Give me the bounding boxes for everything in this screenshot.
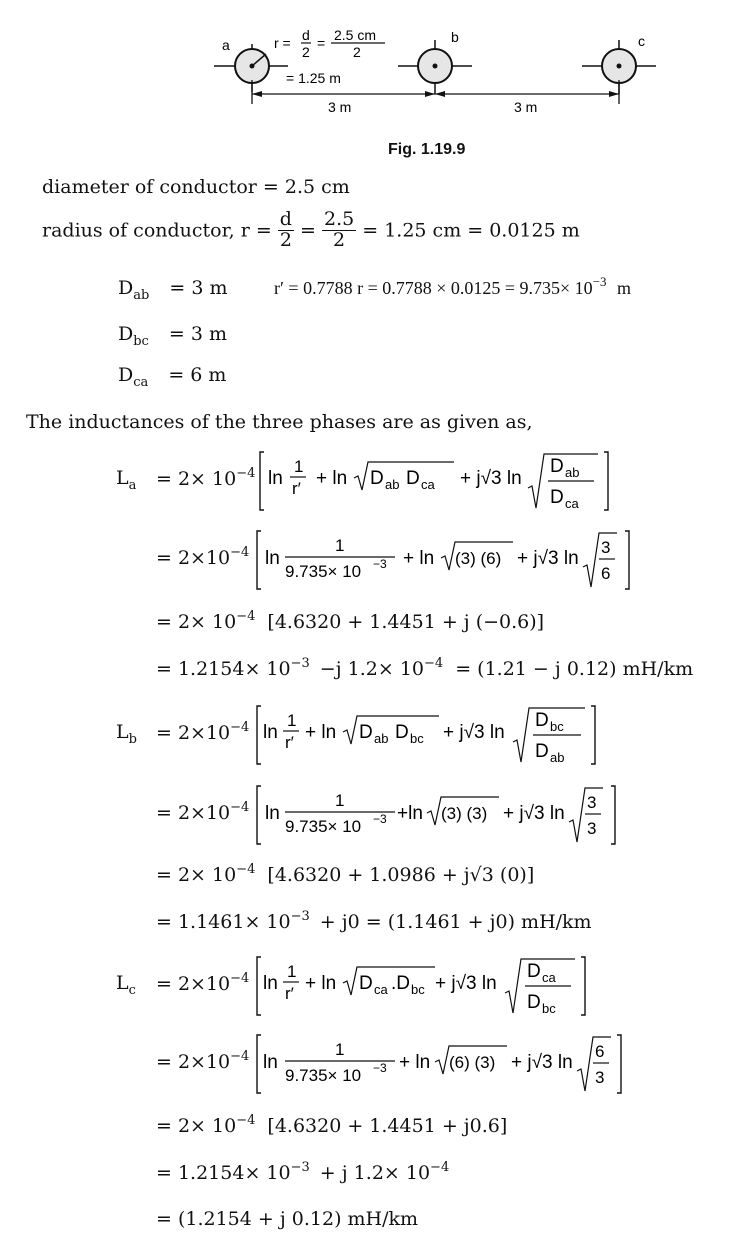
la-line2: = $2\times 10^{-4}$ [156, 545, 250, 569]
svg-text:D: D [535, 710, 549, 731]
lb-label: $L_b$ [116, 721, 137, 747]
svg-text:−3: −3 [373, 812, 387, 826]
svg-text:D: D [359, 722, 373, 743]
lb-line4: = $1.1461\times 10^{-3} + j0 = (1.1461 + j0)$ mH/km [156, 909, 592, 933]
lb-line3: = $2\times 10^{-4}$ [4.6320 + 1.0986 + j√3 (0)] [156, 862, 535, 886]
svg-text:D: D [527, 992, 541, 1013]
svg-text:+ j√3 ln: + j√3 ln [517, 548, 579, 569]
svg-text:(3) (3): (3) (3) [441, 804, 488, 823]
svg-text:bc: bc [542, 1001, 556, 1016]
svg-text:D: D [370, 468, 384, 489]
dab-line: $D_{ab} = 3$ m [118, 277, 228, 303]
svg-text:1: 1 [335, 536, 345, 555]
svg-text:6: 6 [595, 1042, 605, 1061]
diameter-line: diameter of conductor = 2.5 cm [42, 176, 350, 198]
fig-2-den: 2 [302, 44, 310, 60]
lc-line1: = $2\times 10^{-4}$ [156, 971, 250, 995]
svg-text:D: D [395, 722, 409, 743]
la-line3: = $2\times 10^{-4}$ [4.6320 + 1.4451 + j (−0.6)] [156, 609, 545, 633]
fig-dist-ab: 3 m [328, 99, 352, 115]
svg-text:ln: ln [265, 548, 280, 569]
svg-text:6: 6 [601, 564, 611, 583]
svg-text:D: D [535, 741, 549, 762]
svg-text:r′: r′ [285, 733, 294, 752]
radius-prefix: radius of conductor, r = [42, 219, 272, 242]
fig-r-value: = 1.25 m [286, 70, 341, 86]
lc-line2-bracket [255, 1031, 635, 1101]
svg-text:ab: ab [565, 465, 580, 480]
svg-text:ab: ab [374, 731, 389, 746]
radius-line: radius of conductor, r = $\frac{d}{2}$ = $\frac{2.5}{2}$ = 1.25 cm = 0.0125 m [42, 208, 580, 251]
lc-line1-bracket [255, 953, 595, 1023]
svg-text:3: 3 [587, 793, 597, 812]
rprime-line: r′ = 0.7788 $r = 0.7788 \times 0.0125 = 9.735\times 10^{-3}$ m [274, 274, 632, 298]
svg-text:D: D [550, 456, 564, 477]
svg-text:1: 1 [287, 962, 297, 981]
lc-line5: = (1.2154 + j 0.12) mH/km [156, 1208, 419, 1230]
lb-line1-bracket [255, 702, 605, 772]
lc-line3: = $2\times 10^{-4}$ [4.6320 + 1.4451 + j0.6] [156, 1113, 508, 1137]
svg-text:+ j√3 ln: + j√3 ln [511, 1052, 573, 1073]
svg-text:bc: bc [550, 719, 564, 734]
svg-text:ln: ln [265, 803, 280, 824]
la-line1: = $2\times 10^{-4}$ [156, 466, 256, 490]
svg-text:1: 1 [287, 711, 297, 730]
lb-line2-bracket [255, 782, 625, 852]
dbc-line: $D_{bc} = 3$ m [118, 323, 227, 349]
radius-tail: = 1.25 cm = 0.0125 m [362, 219, 580, 242]
svg-text:+ j√3 ln: + j√3 ln [503, 803, 565, 824]
la-label: $L_a$ [116, 467, 137, 493]
svg-text:D: D [359, 973, 373, 994]
svg-text:r′: r′ [285, 984, 294, 1003]
radius-frac-d2: $\frac{d}{2}$ [279, 208, 292, 251]
fig-label-b: b [451, 29, 459, 45]
svg-text:+ ln: + ln [316, 468, 348, 489]
fig-label-a: a [222, 37, 230, 53]
lc-line2: = $2\times 10^{-4}$ [156, 1049, 250, 1073]
la-line4: = $1.2154\times 10^{-3} -j$ $1.2\times 10^{-4} = (1.21 - j$ 0.12) mH/km [156, 656, 694, 680]
svg-text:(6) (3): (6) (3) [449, 1053, 496, 1072]
svg-text:ln: ln [263, 722, 278, 743]
fig-r-prefix: r = [274, 35, 291, 51]
svg-text:bc: bc [411, 982, 425, 997]
fig-dist-bc: 3 m [514, 99, 538, 115]
svg-text:3: 3 [601, 538, 611, 557]
svg-text:ab: ab [385, 477, 400, 492]
svg-text:+ ln: + ln [403, 548, 435, 569]
svg-text:ab: ab [550, 750, 565, 765]
lb-line2: = $2\times 10^{-4}$ [156, 800, 250, 824]
svg-text:D: D [550, 487, 564, 508]
fig-d-num: d [302, 27, 310, 43]
svg-text:+ j√3 ln: + j√3 ln [443, 722, 505, 743]
svg-text:ln: ln [263, 973, 278, 994]
svg-text:ca: ca [565, 496, 579, 511]
svg-text:3: 3 [595, 1068, 605, 1087]
svg-text:+ ln: + ln [305, 973, 337, 994]
svg-text:9.735× 10: 9.735× 10 [285, 1066, 362, 1085]
svg-text:bc: bc [410, 731, 424, 746]
svg-text:.D: .D [391, 973, 410, 994]
conductor-figure [200, 20, 660, 120]
phases-intro: The inductances of the three phases are as given as, [26, 411, 533, 433]
la-line1-bracket [258, 448, 618, 518]
svg-text:1: 1 [335, 791, 345, 810]
svg-text:ca: ca [374, 982, 388, 997]
dca-line: $D_{ca} = 6$ m [118, 364, 227, 390]
fig-eq: = [317, 35, 326, 51]
svg-text:+ j√3 ln: + j√3 ln [460, 468, 522, 489]
svg-text:ln: ln [268, 468, 283, 489]
svg-text:9.735× 10: 9.735× 10 [285, 562, 362, 581]
svg-text:3: 3 [587, 819, 597, 838]
conductor-b [398, 40, 472, 94]
svg-text:D: D [406, 468, 420, 489]
radius-frac-25: $\frac{2.5}{2}$ [323, 208, 355, 251]
svg-text:−3: −3 [373, 1061, 387, 1075]
lc-line4: = $1.2154\times 10^{-3} + j$ $1.2\times 10^{-4}$ [156, 1160, 450, 1184]
svg-text:−3: −3 [373, 557, 387, 571]
svg-text:(3) (6): (3) (6) [455, 549, 502, 568]
svg-text:1: 1 [335, 1040, 345, 1059]
svg-text:+ j√3 ln: + j√3 ln [435, 973, 497, 994]
svg-text:+ ln: + ln [399, 1052, 431, 1073]
svg-text:r′: r′ [292, 479, 301, 498]
svg-text:9.735× 10: 9.735× 10 [285, 817, 362, 836]
figure-caption: Fig. 1.19.9 [388, 141, 466, 158]
svg-text:+ln: +ln [397, 803, 423, 824]
svg-text:ca: ca [421, 477, 435, 492]
svg-text:+ ln: + ln [305, 722, 337, 743]
la-line2-bracket [255, 527, 635, 597]
fig-cm-num: 2.5 cm [334, 27, 377, 43]
svg-text:1: 1 [294, 457, 304, 476]
fig-cm-den: 2 [353, 44, 361, 60]
svg-text:D: D [527, 961, 541, 982]
lc-label: $L_c$ [116, 972, 136, 998]
lb-line1: = $2\times 10^{-4}$ [156, 720, 250, 744]
svg-text:ca: ca [542, 970, 556, 985]
svg-text:ln: ln [263, 1052, 278, 1073]
fig-label-c: c [638, 33, 645, 49]
